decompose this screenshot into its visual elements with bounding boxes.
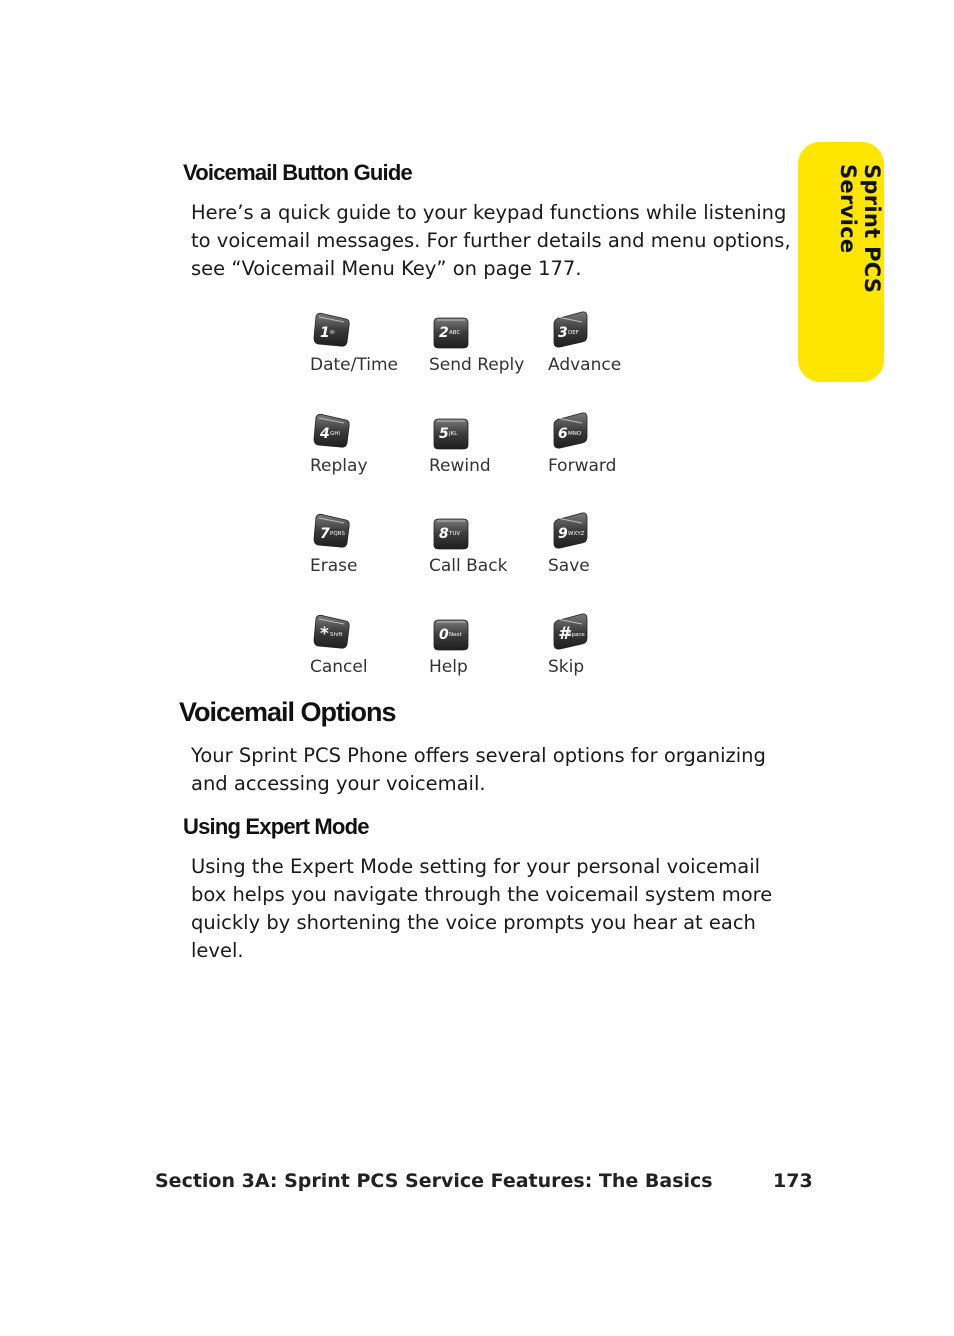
key-entry	[310, 511, 429, 591]
key-6-icon	[550, 411, 590, 451]
key-entry	[310, 612, 429, 692]
expert-mode-heading: Using Expert Mode	[183, 814, 369, 839]
key-letters: Next	[449, 632, 462, 638]
key-entry	[548, 411, 667, 491]
key-letters: WXYZ	[568, 531, 585, 537]
key-3-icon	[550, 310, 590, 350]
key-letters: TUV	[449, 531, 461, 537]
key-8-icon	[431, 511, 471, 551]
key-letters: MNO	[568, 431, 582, 437]
key-label: Advance	[548, 355, 622, 375]
key-entry	[429, 310, 548, 390]
key-1-icon	[312, 310, 352, 350]
key-label: Erase	[310, 556, 358, 576]
key-glyph: 2	[439, 325, 449, 341]
key-label: Rewind	[429, 456, 491, 476]
key-entry	[548, 511, 667, 591]
key-letters: JKL	[449, 431, 458, 437]
key-glyph: 3	[558, 325, 568, 341]
key-glyph: #	[558, 624, 570, 644]
key-entry	[429, 511, 548, 591]
key-glyph: 6	[558, 426, 568, 442]
key-glyph: 4	[320, 426, 330, 442]
key-glyph: 5	[439, 426, 449, 442]
key-glyph: 8	[439, 526, 449, 542]
key-glyph: 7	[320, 526, 330, 542]
key-glyph: *	[320, 624, 329, 644]
section-tab	[798, 142, 884, 382]
key-entry	[548, 612, 667, 692]
key-letters: GHI	[330, 431, 341, 437]
expert-line: quickly by shortening the voice prompts you hear at each	[191, 911, 756, 934]
key-label: Cancel	[310, 657, 368, 677]
key-letters: PQRS	[330, 531, 345, 537]
expert-mode-body	[191, 853, 791, 965]
key-entry	[429, 612, 548, 692]
key-entry	[548, 310, 667, 390]
key-9-icon	[550, 511, 590, 551]
key-label: Skip	[548, 657, 585, 677]
key-star-icon	[312, 612, 352, 652]
key-letters: ABC	[449, 330, 461, 336]
expert-line: Using the Expert Mode setting for your personal voicemail	[191, 855, 761, 878]
key-entry	[310, 310, 429, 390]
key-letters: Shift	[330, 632, 343, 638]
page-number: 173	[773, 1170, 813, 1192]
intro-line: see “Voicemail Menu Key” on page 177.	[191, 257, 582, 280]
options-intro	[191, 742, 791, 798]
button-guide-intro	[191, 199, 791, 283]
key-label: Forward	[548, 456, 617, 476]
expert-line: level.	[191, 939, 244, 962]
footer-section-title: Section 3A: Sprint PCS Service Features: The Basics	[155, 1170, 713, 1192]
key-7-icon	[312, 511, 352, 551]
key-label: Help	[429, 657, 468, 677]
key-label: Call Back	[429, 556, 508, 576]
button-guide-heading: Voicemail Button Guide	[183, 160, 412, 185]
key-label: Date/Time	[310, 355, 398, 375]
options-line: and accessing your voicemail.	[191, 772, 486, 795]
key-label: Replay	[310, 456, 368, 476]
key-letters: DEF	[568, 330, 579, 336]
options-line: Your Sprint PCS Phone offers several options for organizing	[191, 744, 766, 767]
key-pound-icon	[550, 612, 590, 652]
key-glyph: 9	[558, 526, 568, 542]
expert-line: box helps you navigate through the voicemail system more	[191, 883, 773, 906]
key-glyph: 0	[439, 627, 449, 643]
intro-line: to voicemail messages. For further details and menu options,	[191, 229, 791, 252]
key-label: Send Reply	[429, 355, 525, 375]
voicemail-options-heading: Voicemail Options	[179, 697, 396, 727]
key-letters: ✉	[330, 330, 335, 336]
key-2-icon	[431, 310, 471, 350]
intro-line: Here’s a quick guide to your keypad functions while listening	[191, 201, 787, 224]
key-glyph: 1	[320, 325, 330, 341]
key-4-icon	[312, 411, 352, 451]
key-entry	[429, 411, 548, 491]
key-entry	[310, 411, 429, 491]
key-5-icon	[431, 411, 471, 451]
section-tab-label: Sprint PCS Service	[836, 164, 884, 294]
key-letters: Space	[568, 632, 585, 638]
key-label: Save	[548, 556, 590, 576]
key-0-icon	[431, 612, 471, 652]
